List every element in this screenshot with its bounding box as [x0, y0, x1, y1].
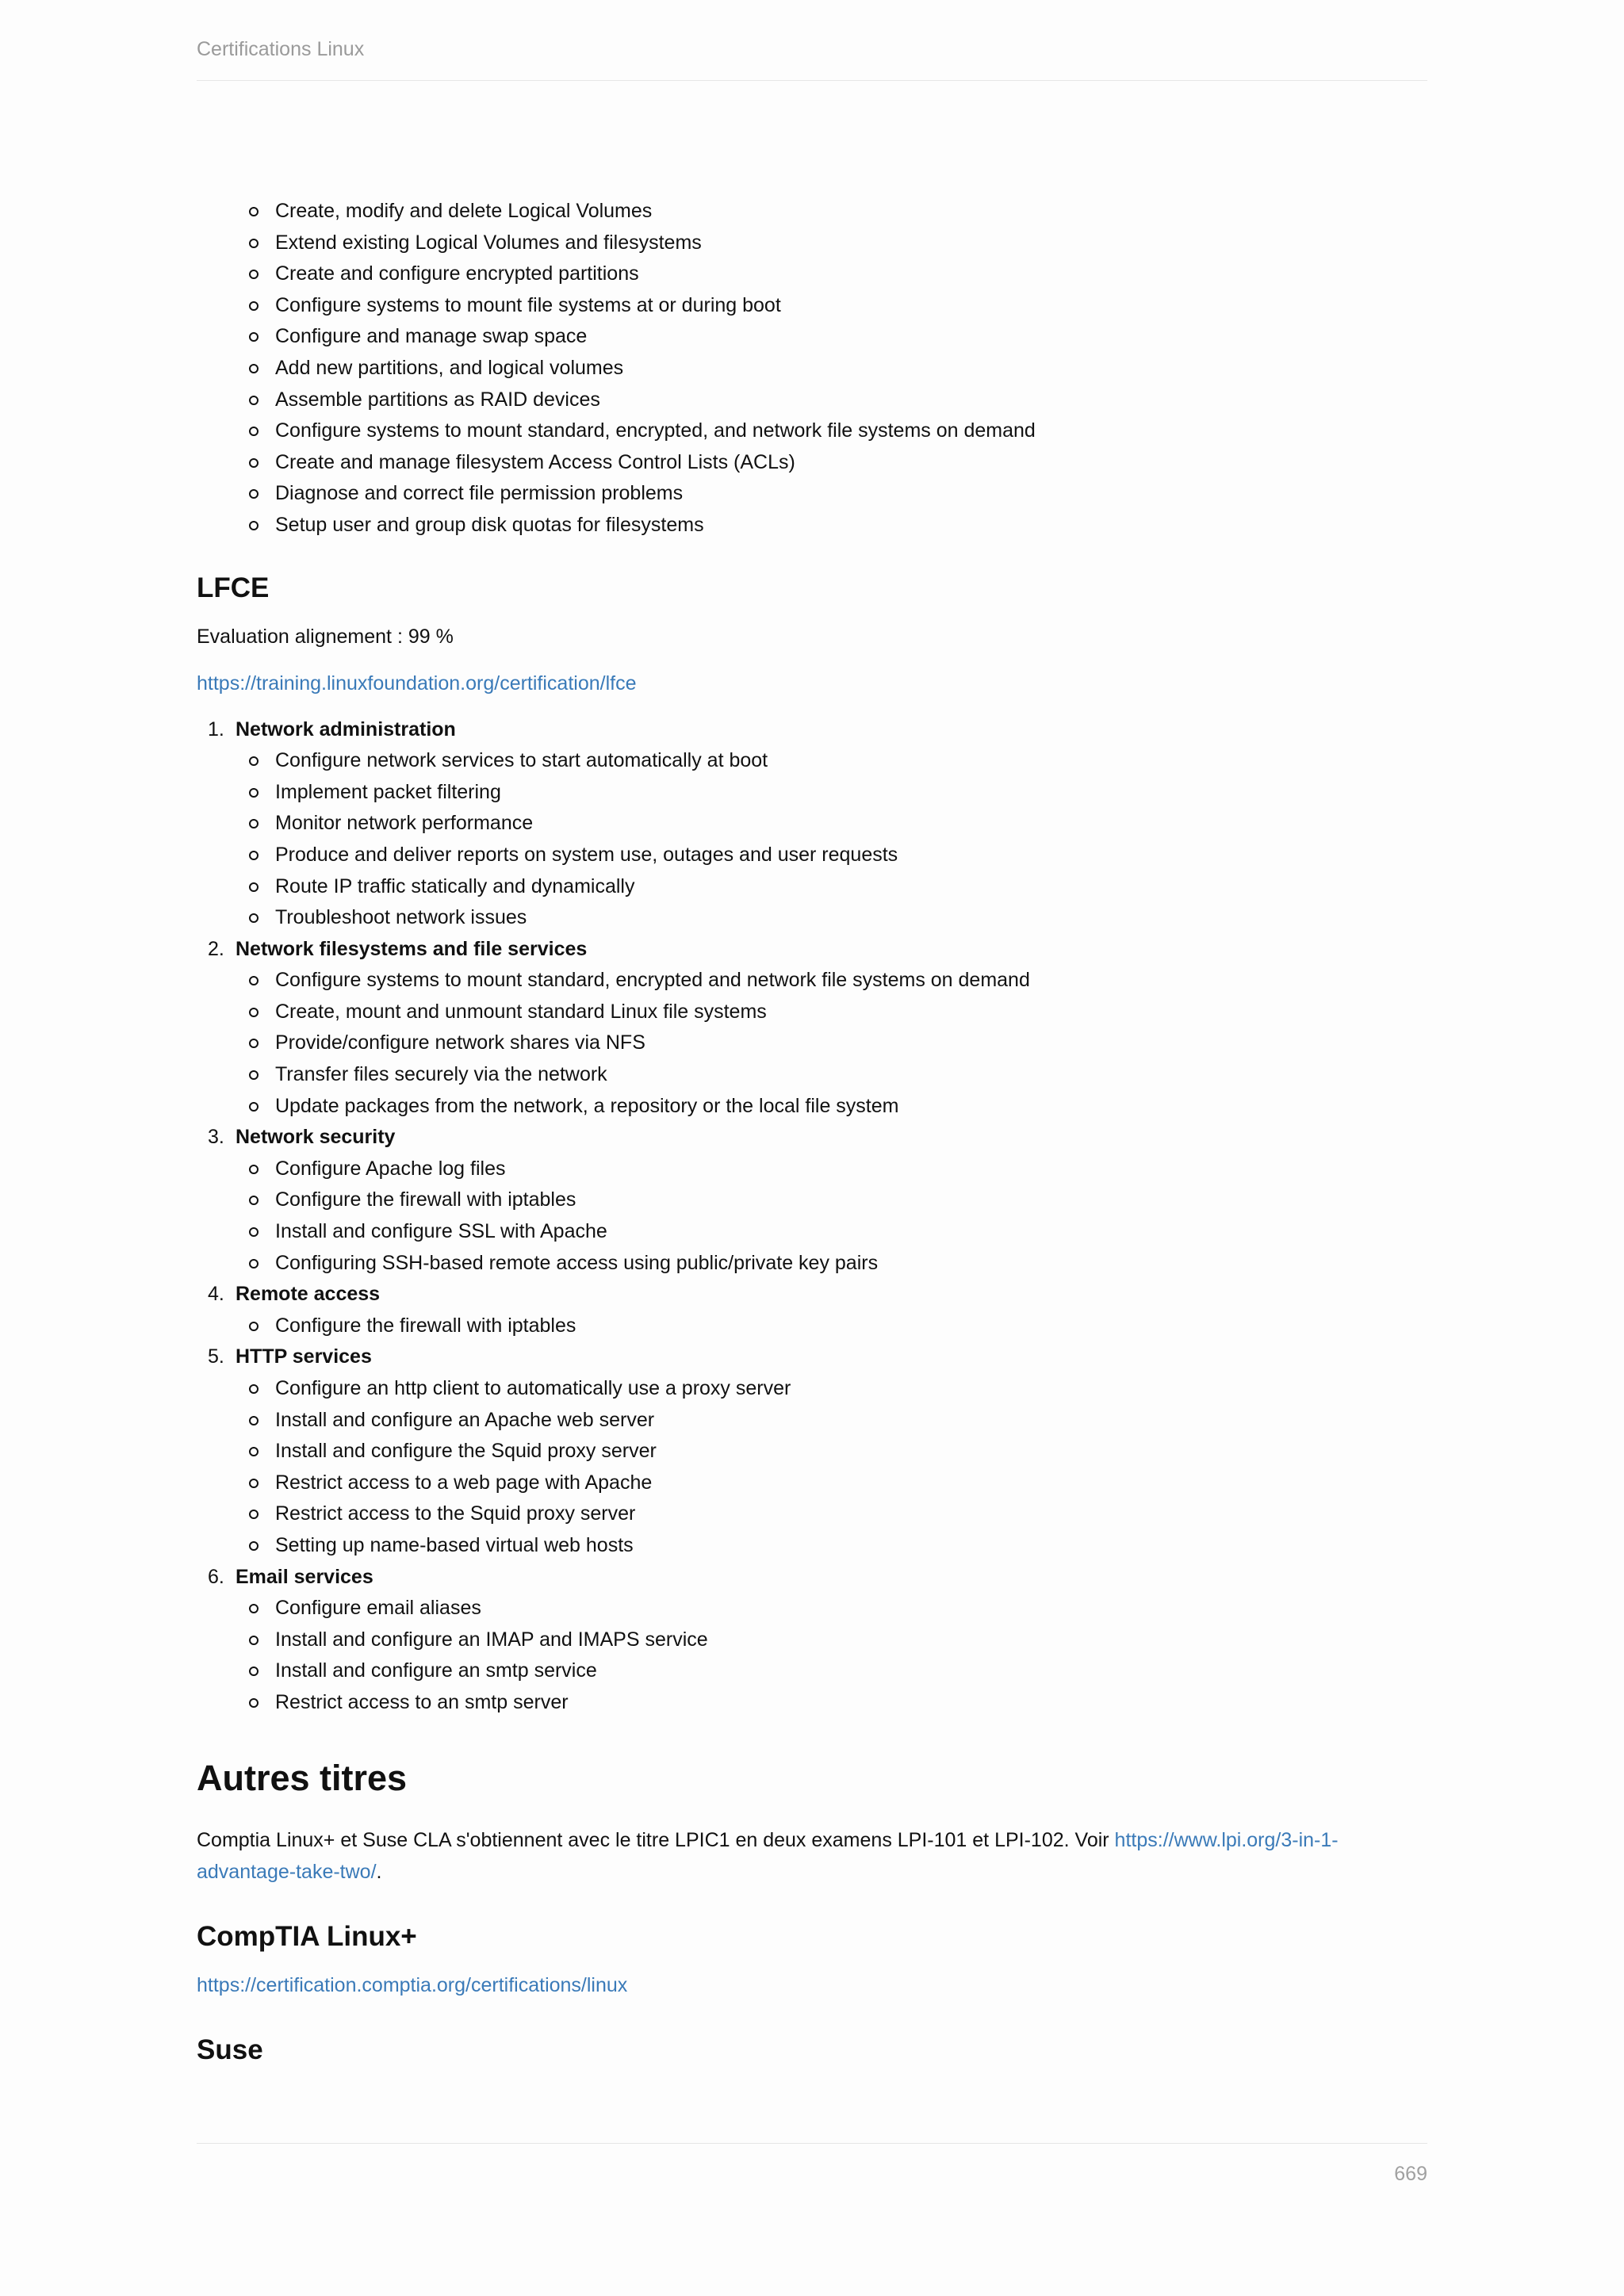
- list-item: Configure Apache log files: [197, 1154, 1427, 1185]
- list-item: Transfer files securely via the network: [197, 1059, 1427, 1091]
- domain-title: Email services: [236, 1565, 373, 1588]
- list-item: Configure systems to mount standard, encrypted, and network file systems on demand: [197, 415, 1427, 447]
- list-item: Produce and deliver reports on system use, outages and user requests: [197, 840, 1427, 871]
- domain-items-list: [197, 1311, 1427, 1342]
- list-item: Assemble partitions as RAID devices: [197, 385, 1427, 416]
- list-item: Add new partitions, and logical volumes: [197, 353, 1427, 385]
- comptia-heading: CompTIA Linux+: [197, 1920, 417, 1952]
- list-item: Diagnose and correct file permission problems: [197, 478, 1427, 510]
- list-item: Configure systems to mount file systems at or during boot: [197, 290, 1427, 322]
- list-item: Setting up name-based virtual web hosts: [197, 1530, 1427, 1562]
- domain-items-list: [197, 965, 1427, 1122]
- list-item: Create, mount and unmount standard Linux file systems: [197, 997, 1427, 1028]
- domain-title-row: [197, 1122, 1427, 1154]
- list-item: Configure email aliases: [197, 1593, 1427, 1624]
- list-item: Configure the firewall with iptables: [197, 1184, 1427, 1216]
- domain-title: Network security: [236, 1126, 396, 1149]
- header-divider: [197, 80, 1427, 81]
- suse-heading: Suse: [197, 2034, 263, 2065]
- domain-items-list: [197, 745, 1427, 934]
- list-item: Install and configure an smtp service: [197, 1655, 1427, 1687]
- section-number: 3.: [208, 1126, 224, 1149]
- section-number: 1.: [208, 718, 224, 740]
- page-number: 669: [1394, 2163, 1427, 2185]
- list-item: Monitor network performance: [197, 808, 1427, 840]
- domain-title: Network filesystems and file services: [236, 937, 588, 960]
- domain-title-row: [197, 934, 1427, 966]
- lpi-advantage-link[interactable]: https://www.lpi.org/3-in-1-advantage-take-two/: [197, 1828, 1339, 1883]
- list-item: Install and configure the Squid proxy server: [197, 1436, 1427, 1468]
- domain-section: [197, 1341, 1427, 1561]
- list-item: Setup user and group disk quotas for filesystems: [197, 510, 1427, 541]
- list-item: Create, modify and delete Logical Volumes: [197, 196, 1427, 228]
- list-item: Configure the firewall with iptables: [197, 1311, 1427, 1342]
- footer-divider: [197, 2143, 1427, 2144]
- list-item: Route IP traffic statically and dynamically: [197, 871, 1427, 903]
- running-header: Certifications Linux: [197, 38, 365, 60]
- domain-items-list: [197, 1593, 1427, 1718]
- page-content: [197, 196, 1427, 2068]
- list-item: Configure systems to mount standard, encrypted and network file systems on demand: [197, 965, 1427, 997]
- list-item: Configuring SSH-based remote access using public/private key pairs: [197, 1248, 1427, 1280]
- domain-items-list: [197, 1154, 1427, 1279]
- list-item: Install and configure an IMAP and IMAPS service: [197, 1624, 1427, 1656]
- domain-title-row: [197, 1341, 1427, 1373]
- domain-section: [197, 1279, 1427, 1341]
- list-item: Create and configure encrypted partitions: [197, 258, 1427, 290]
- lvm-objectives-list: [197, 196, 1427, 541]
- domain-section: [197, 1122, 1427, 1279]
- domain-title-row: [197, 1562, 1427, 1594]
- domain-items-list: [197, 1373, 1427, 1562]
- list-item: Install and configure an Apache web server: [197, 1405, 1427, 1437]
- section-number: 2.: [208, 937, 224, 960]
- section-number: 5.: [208, 1345, 224, 1368]
- list-item: Provide/configure network shares via NFS: [197, 1027, 1427, 1059]
- list-item: Restrict access to the Squid proxy server: [197, 1498, 1427, 1530]
- lfce-heading: LFCE: [197, 572, 270, 603]
- list-item: Configure network services to start automatically at boot: [197, 745, 1427, 777]
- autres-titres-paragraph: Comptia Linux+ et Suse CLA s'obtiennent avec le titre LPIC1 en deux examens LPI-101 et LPI-102. Voir https://www.lpi.org/3-in-1-advantage-take-two/.: [197, 1828, 1339, 1883]
- lfce-link[interactable]: https://training.linuxfoundation.org/certification/lfce: [197, 672, 637, 695]
- section-number: 4.: [208, 1283, 224, 1306]
- domain-title-row: [197, 1279, 1427, 1311]
- lfce-alignment: Evaluation alignement : 99 %: [197, 625, 454, 648]
- list-item: Create and manage filesystem Access Control Lists (ACLs): [197, 447, 1427, 479]
- domain-title-row: [197, 714, 1427, 746]
- list-item: Implement packet filtering: [197, 777, 1427, 809]
- list-item: Restrict access to an smtp server: [197, 1687, 1427, 1719]
- list-item: Update packages from the network, a repository or the local file system: [197, 1091, 1427, 1123]
- domain-section: [197, 934, 1427, 1123]
- list-item: Extend existing Logical Volumes and filesystems: [197, 228, 1427, 259]
- list-item: Configure an http client to automatically use a proxy server: [197, 1373, 1427, 1405]
- domain-title: HTTP services: [236, 1345, 372, 1368]
- autres-titres-heading: Autres titres: [197, 1757, 408, 1798]
- list-item: Configure and manage swap space: [197, 321, 1427, 353]
- lfce-domains-list: [197, 714, 1427, 1719]
- list-item: Install and configure SSL with Apache: [197, 1216, 1427, 1248]
- list-item: Restrict access to a web page with Apache: [197, 1468, 1427, 1499]
- domain-section: [197, 1562, 1427, 1719]
- list-item: Troubleshoot network issues: [197, 902, 1427, 934]
- domain-title: Network administration: [236, 718, 456, 740]
- comptia-link[interactable]: https://certification.comptia.org/certifications/linux: [197, 1973, 628, 1996]
- section-number: 6.: [208, 1565, 224, 1588]
- domain-title: Remote access: [236, 1283, 381, 1306]
- domain-section: [197, 714, 1427, 934]
